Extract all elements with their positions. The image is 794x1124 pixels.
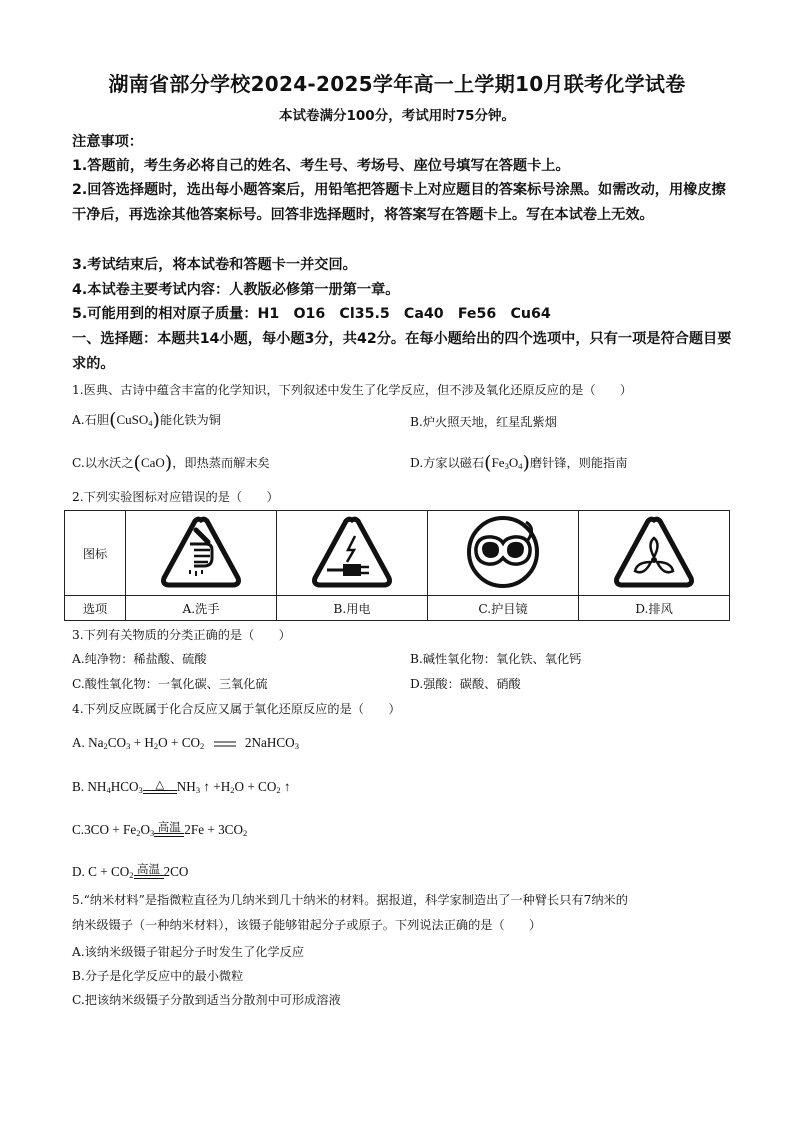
q2-stem: 2.下列实验图标对应错误的是（ ） — [72, 490, 279, 504]
q5-stem-line-1: 5.“纳米材料”是指微粒直径为几纳米到几十纳米的材料。据报道，科学家制造出了一种臂长只有7纳米的 — [72, 893, 628, 907]
q1-option-c-text: C.以水沃之 — [72, 456, 134, 470]
q1-option-a-text-2: 能化铁为铜 — [159, 413, 221, 427]
q1-option-a-text: A.石胆 — [72, 413, 110, 427]
q2-option-c: C.护目镜 — [428, 596, 579, 621]
exhaust-fan-icon — [613, 514, 695, 590]
q3-option-a: A.纯净物：稀盐酸、硫酸 — [72, 652, 207, 666]
high-temp-condition: 高温 — [157, 820, 181, 834]
notice-heading: 注意事项： — [72, 134, 143, 150]
q3-stem: 3.下列有关物质的分类正确的是（ ） — [72, 628, 291, 642]
exam-title: 湖南省部分学校2024-2025学年高一上学期10月联考化学试卷 — [108, 72, 686, 96]
q2-icon-table — [64, 510, 730, 621]
q1-stem: 1.医典、古诗中蕴含丰富的化学知识，下列叙述中发生了化学反应，但不涉及氧化还原反应的是（ ） — [72, 383, 633, 397]
q4-option-a: A. $Na_2CO_3 + H_2O + CO_2$ 2NaHCO$_3$ — [72, 735, 299, 751]
exam-subtitle: 本试卷满分100分，考试用时75分钟。 — [279, 108, 515, 124]
heat-symbol: △ — [155, 777, 165, 791]
q2-option-b: B.用电 — [277, 596, 428, 621]
q2-icon-cell-a — [126, 511, 277, 596]
q2-icon-cell-d — [579, 511, 730, 596]
section-1-heading: 一、选择题：本题共14小题，每小题3分，共42分。在每小题给出的四个选项中，只有一项是符合题目要求的。 — [72, 331, 732, 372]
notice-item-5: 5.可能用到的相对原子质量：H1 O16 Cl35.5 Ca40 Fe56 Cu64 — [72, 306, 551, 322]
q2-row-label-icon: 图标 — [65, 511, 126, 596]
q5-stem-line-2: 纳米级镊子（一种纳米材料），该镊子能够钳起分子或原子。下列说法正确的是（ ） — [72, 918, 542, 932]
high-temp-condition-2: 高温 — [137, 862, 161, 876]
q4-option-b: B. $NH_4HCO_3$ △ $NH_3$ ↑ $+H_2O + CO_2$ ↑ — [72, 777, 291, 795]
q1-option-c: C.以水沃之(CaO)，即热蒸而解末矣 — [72, 452, 270, 474]
q3-option-c: C.酸性氧化物：一氧化碳、三氧化硫 — [72, 677, 268, 691]
q2-icon-cell-c — [428, 511, 579, 596]
electricity-plug-icon — [311, 514, 393, 590]
q4-option-c: $C.3CO + Fe_2O_3$ 高温 $2Fe + 3CO_2$ — [72, 820, 248, 838]
goggles-icon — [462, 514, 544, 590]
q1-option-d: D.方家以磁石$(Fe_3O_4)$磨针锋，则能指南 — [410, 452, 628, 474]
q3-option-d: D.强酸：碳酸、硝酸 — [410, 677, 521, 691]
q1-option-d-text: D.方家以磁石 — [410, 456, 485, 470]
q2-option-a: A.洗手 — [126, 596, 277, 621]
q1-option-a: A.石胆(CuSO$_4$)能化铁为铜 — [72, 409, 221, 431]
notice-item-4: 4.本试卷主要考试内容：人教版必修第一册第一章。 — [72, 282, 400, 298]
q4-stem: 4.下列反应既属于化合反应又属于氧化还原反应的是（ ） — [72, 702, 401, 716]
q1-option-b: B.炉火照天地，红星乱紫烟 — [410, 415, 557, 429]
q4-option-d: D. $C + CO_2$ 高温 2CO — [72, 862, 189, 880]
q1-option-d-text-2: 磨针锋，则能指南 — [529, 456, 628, 470]
notice-item-1: 1.答题前，考生务必将自己的姓名、考生号、考场号、座位号填写在答题卡上。 — [72, 158, 570, 174]
q5-option-a: A.该纳米级镊子钳起分子时发生了化学反应 — [72, 945, 305, 959]
equals-sign-icon — [214, 740, 236, 748]
q2-row-label-option: 选项 — [65, 596, 126, 621]
q5-option-b: B.分子是化学反应中的最小微粒 — [72, 969, 244, 983]
q5-option-c: C.把该纳米级镊子分散到适当分散剂中可形成溶液 — [72, 993, 341, 1007]
notice-item-2: 2.回答选择题时，选出每小题答案后，用铅笔把答题卡上对应题目的答案标号涂黑。如需改动，用橡皮擦干净后，再选涂其他答案标号。回答非选择题时，将答案写在答题卡上。写在本试卷上无效。 — [72, 182, 726, 223]
q2-option-d: D.排风 — [579, 596, 730, 621]
q2-icon-cell-b — [277, 511, 428, 596]
hand-wash-icon — [160, 514, 242, 590]
q3-option-b: B.碱性氧化物：氧化铁、氧化钙 — [410, 652, 582, 666]
notice-item-3: 3.考试结束后，将本试卷和答题卡一并交回。 — [72, 257, 357, 273]
q1-option-c-text-2: ，即热蒸而解末矣 — [172, 456, 270, 470]
